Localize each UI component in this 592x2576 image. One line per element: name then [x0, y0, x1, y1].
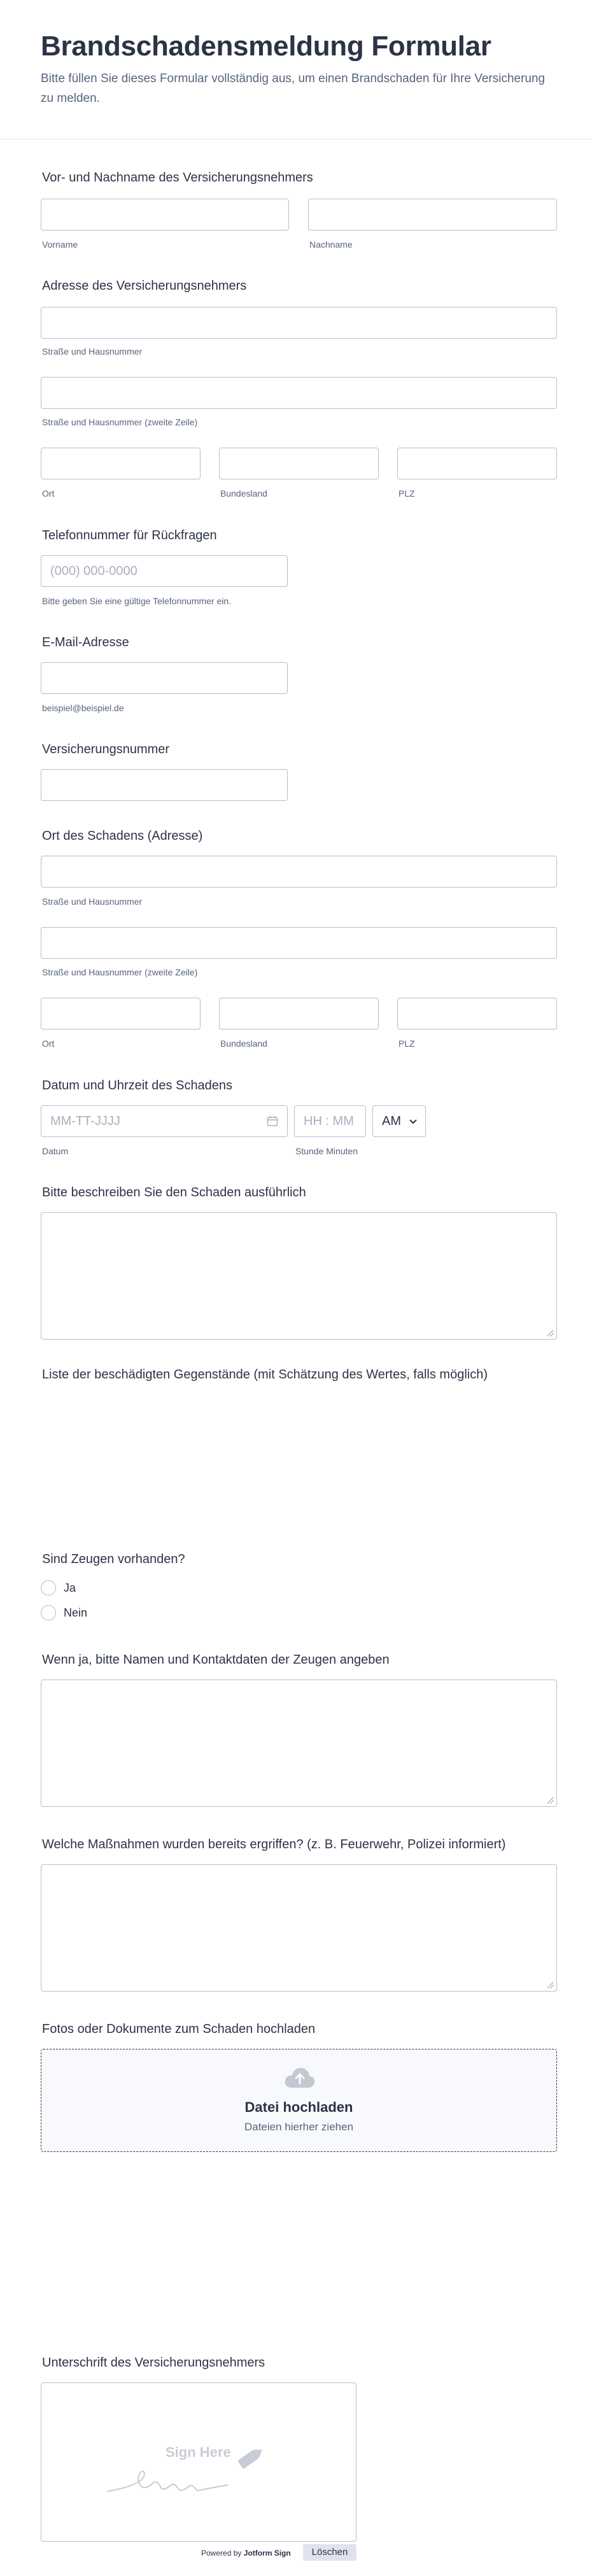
resize-grip-icon[interactable] [547, 1330, 554, 1336]
damage-street2-sublabel: Straße und Hausnummer (zweite Zeile) [42, 967, 198, 977]
resize-grip-icon[interactable] [547, 1982, 554, 1988]
powered-by [201, 2549, 291, 2558]
phone-label: Telefonnummer für Rückfragen [42, 528, 217, 542]
damage-street2-input[interactable] [41, 927, 557, 959]
sign-here-text: Sign Here [166, 2444, 231, 2460]
radio-nein[interactable] [41, 1605, 56, 1620]
cloud-upload-icon [284, 2066, 316, 2092]
description-label: Bitte beschreiben Sie den Schaden ausführlich [42, 1185, 306, 1200]
address-street2-input[interactable] [41, 377, 557, 409]
time-placeholder: HH : MM [304, 1114, 354, 1128]
last-name-input[interactable] [308, 199, 557, 230]
damage-street-sublabel: Straße und Hausnummer [42, 896, 143, 907]
witness-details-textarea[interactable] [41, 1680, 557, 1807]
form-subtitle: Bitte füllen Sie dieses Formular vollständig aus, um einen Brandschaden für Ihre Versicherung zu melden. [41, 72, 546, 105]
address-city-sublabel: Ort [42, 488, 55, 499]
address-state-input[interactable] [219, 448, 379, 479]
time-sublabel: Stunde Minuten [295, 1146, 358, 1156]
measures-textarea[interactable] [41, 1864, 557, 1992]
powered-by-prefix: Powered by [201, 2549, 242, 2558]
clear-signature-button[interactable]: Löschen [303, 2544, 356, 2561]
phone-input[interactable] [41, 555, 288, 587]
radio-ja[interactable] [41, 1580, 56, 1596]
email-hint: beispiel@beispiel.de [42, 703, 124, 713]
calendar-icon[interactable] [267, 1115, 278, 1130]
witness-details-label: Wenn ja, bitte Namen und Kontaktdaten der Zeugen angeben [42, 1653, 390, 1667]
first-name-sublabel: Vorname [42, 239, 78, 250]
upload-subtitle: Dateien hierher ziehen [244, 2121, 354, 2133]
policy-input[interactable] [41, 769, 288, 801]
phone-placeholder: (000) 000-0000 [50, 564, 137, 578]
time-input[interactable] [294, 1105, 366, 1137]
upload-label: Fotos oder Dokumente zum Schaden hochladen [42, 2022, 316, 2036]
radio-ja-label[interactable]: Ja [64, 1582, 76, 1594]
date-input[interactable] [41, 1105, 288, 1137]
damage-address-label: Ort des Schadens (Adresse) [42, 829, 203, 843]
upload-title: Datei hochladen [244, 2099, 353, 2115]
ampm-value: AM [382, 1114, 401, 1128]
address-zip-sublabel: PLZ [398, 488, 415, 499]
signature-label: Unterschrift des Versicherungsnehmers [42, 2356, 265, 2370]
powered-by-brand: Jotform Sign [243, 2549, 291, 2558]
radio-nein-label[interactable]: Nein [64, 1606, 88, 1619]
damage-state-sublabel: Bundesland [220, 1038, 267, 1049]
address-street-input[interactable] [41, 307, 557, 339]
address-label: Adresse des Versicherungsnehmers [42, 279, 247, 293]
address-street-sublabel: Straße und Hausnummer [42, 346, 143, 357]
signature-pad[interactable] [41, 2382, 356, 2542]
damage-zip-sublabel: PLZ [398, 1038, 415, 1049]
email-label: E-Mail-Adresse [42, 635, 129, 649]
items-list-area[interactable] [41, 1393, 557, 1527]
policy-label: Versicherungsnummer [42, 742, 170, 756]
date-sublabel: Datum [42, 1146, 69, 1156]
description-textarea[interactable] [41, 1212, 557, 1340]
form-title: Brandschadensmeldung Formular [41, 31, 491, 62]
damage-city-sublabel: Ort [42, 1038, 55, 1049]
datetime-label: Datum und Uhrzeit des Schadens [42, 1079, 233, 1093]
witnesses-label: Sind Zeugen vorhanden? [42, 1552, 185, 1566]
damage-zip-input[interactable] [397, 998, 557, 1030]
file-upload-dropzone[interactable] [41, 2049, 557, 2152]
ampm-select[interactable] [372, 1105, 426, 1137]
address-state-sublabel: Bundesland [220, 488, 267, 499]
damage-street-input[interactable] [41, 856, 557, 888]
items-label: Liste der beschädigten Gegenstände (mit Schätzung des Wertes, falls möglich) [42, 1368, 488, 1382]
phone-hint: Bitte geben Sie eine gültige Telefonnummer ein. [42, 596, 232, 606]
chevron-down-icon [409, 1117, 418, 1129]
damage-city-input[interactable] [41, 998, 201, 1030]
address-street2-sublabel: Straße und Hausnummer (zweite Zeile) [42, 417, 198, 427]
address-city-input[interactable] [41, 448, 201, 479]
first-name-input[interactable] [41, 199, 289, 230]
date-placeholder: MM-TT-JJJJ [50, 1114, 120, 1128]
last-name-sublabel: Nachname [309, 239, 353, 250]
measures-label: Welche Maßnahmen wurden bereits ergriffen? (z. B. Feuerwehr, Polizei informiert) [42, 1837, 506, 1851]
resize-grip-icon[interactable] [547, 1797, 554, 1804]
address-zip-input[interactable] [397, 448, 557, 479]
email-input[interactable] [41, 662, 288, 694]
damage-state-input[interactable] [219, 998, 379, 1030]
name-label: Vor- und Nachname des Versicherungsnehmers [42, 171, 313, 185]
